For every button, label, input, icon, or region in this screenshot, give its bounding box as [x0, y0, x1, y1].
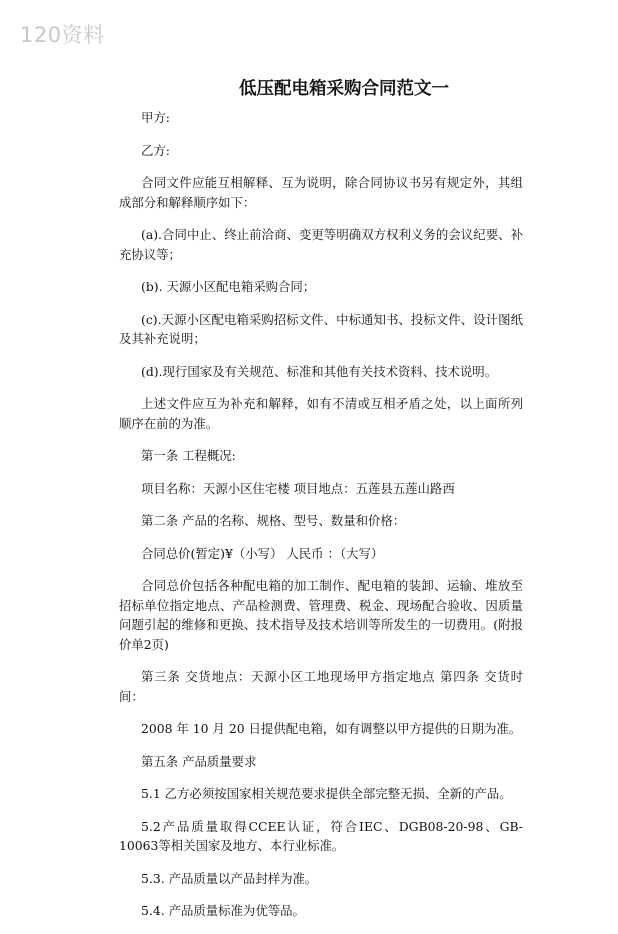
article-heading: 第三条 交货地点：天源小区工地现场甲方指定地点 第四条 交货时间： — [119, 669, 523, 704]
watermark: 120资料 — [20, 23, 105, 47]
paragraph: 合同总价包括各种配电箱的加工制作、配电箱的装卸、运输、堆放至招标单位指定地点、产品检测费、管理费、税金、现场配合验收、因质量问题引起的维修和更换、技术指导及技术培训等所发生的一切费用。(附报价单2页) — [119, 578, 523, 652]
article-heading: 第一条 工程概况: — [141, 448, 236, 463]
party-b-line: 乙方: — [141, 142, 170, 158]
paragraph: 2008 年 10 月 20 日提供配电箱，如有调整以甲方提供的日期为准。 — [141, 721, 522, 736]
document-body — [119, 108, 523, 934]
paragraph: 5.3. 产品质量以产品封样为准。 — [141, 870, 318, 886]
paragraph: 合同总价(暂定)¥（小写） 人民币 ：（大写） — [141, 545, 384, 561]
paragraph: (c).天源小区配电箱采购招标文件、中标通知书、投标文件、设计图纸及其补充说明； — [119, 311, 523, 346]
paragraph: 合同文件应能互相解释、互为说明，除合同协议书另有规定外，其组成部分和解释顺序如下： — [119, 175, 523, 210]
paragraph: 项目名称：天源小区住宅楼 项目地点：五莲县五莲山路西 — [141, 480, 455, 496]
article-heading: 第二条 产品的名称、规格、型号、数量和价格： — [141, 513, 406, 528]
paragraph: (a).合同中止、终止前洽商、变更等明确双方权利义务的会议纪要、补充协议等； — [119, 227, 523, 262]
party-a-line: 甲方: — [141, 110, 170, 125]
paragraph: (d).现行国家及有关规范、标准和其他有关技术资料、技术说明。 — [141, 363, 498, 379]
paragraph: 5.1 乙方必须按国家相关规范要求提供全部完整无损、全新的产品。 — [141, 786, 512, 801]
paragraph: (b). 天源小区配电箱采购合同； — [141, 279, 316, 294]
paragraph: 5.4. 产品质量标准为优等品。 — [141, 903, 305, 918]
document-title: 低压配电箱采购合同范文一 — [239, 79, 449, 99]
paragraph: 5.2产品质量取得CCEE认证，符合IEC、DGB08-20-98、GB-10063等相关国家及地方、本行业标准。 — [119, 818, 523, 853]
paragraph: 上述文件应互为补充和解释，如有不清或互相矛盾之处，以上面所列顺序在前的为准。 — [119, 396, 523, 431]
article-heading: 第五条 产品质量要求 — [141, 753, 257, 769]
